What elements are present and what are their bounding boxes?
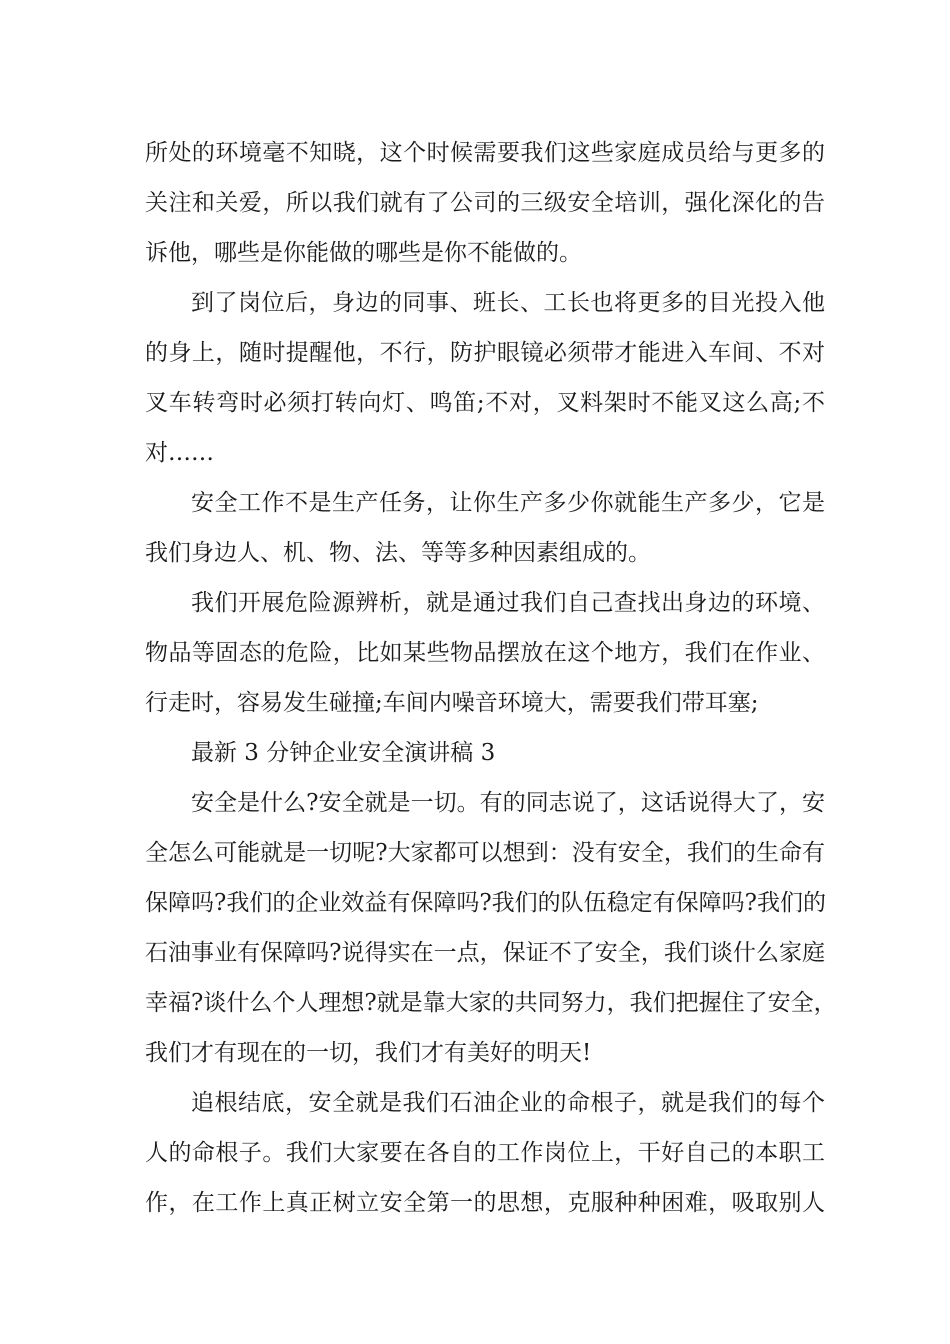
paragraph-3-line-2: 我们身边人、机、物、法、等等多种因素组成的。 (145, 540, 651, 566)
paragraph-6-line-2: 人的命根子。我们大家要在各自的工作岗位上，干好自己的本职工 (145, 1140, 825, 1166)
paragraph-4-line-2: 物品等固态的危险，比如某些物品摆放在这个地方，我们在作业、 (145, 640, 825, 666)
section-heading: 最新 3 分钟企业安全演讲稿 3 (191, 740, 496, 766)
paragraph-2-line-3: 叉车转弯时必须打转向灯、鸣笛;不对，叉料架时不能叉这么高;不 (145, 390, 825, 416)
paragraph-1-line-1: 所处的环境毫不知晓，这个时候需要我们这些家庭成员给与更多的 (145, 140, 825, 166)
paragraph-2-line-4: 对…… (145, 440, 214, 466)
paragraph-3-line-1: 安全工作不是生产任务，让你生产多少你就能生产多少，它是 (191, 490, 825, 516)
paragraph-5-line-5: 幸福?谈什么个人理想?就是靠大家的共同努力，我们把握住了安全， (145, 990, 837, 1016)
paragraph-5-line-1: 安全是什么?安全就是一切。有的同志说了，这话说得大了，安 (191, 790, 825, 816)
paragraph-5-line-3: 保障吗?我们的企业效益有保障吗?我们的队伍稳定有保障吗?我们的 (145, 890, 826, 916)
paragraph-6-line-1: 追根结底，安全就是我们石油企业的命根子，就是我们的每个 (191, 1090, 825, 1116)
paragraph-5-line-6: 我们才有现在的一切，我们才有美好的明天! (145, 1040, 592, 1066)
paragraph-4-line-3: 行走时，容易发生碰撞;车间内噪音环境大，需要我们带耳塞; (145, 690, 759, 716)
paragraph-1-line-3: 诉他，哪些是你能做的哪些是你不能做的。 (145, 240, 582, 266)
paragraph-2-line-2: 的身上，随时提醒他，不行，防护眼镜必须带才能进入车间、不对 (145, 340, 825, 366)
paragraph-5-line-2: 全怎么可能就是一切呢?大家都可以想到：没有安全，我们的生命有 (145, 840, 825, 866)
document-body (145, 128, 837, 1228)
paragraph-2-line-1: 到了岗位后，身边的同事、班长、工长也将更多的目光投入他 (191, 290, 825, 316)
paragraph-5-line-4: 石油事业有保障吗?说得实在一点，保证不了安全，我们谈什么家庭 (145, 940, 825, 966)
paragraph-4-line-1: 我们开展危险源辨析，就是通过我们自己查找出身边的环境、 (191, 590, 825, 616)
paragraph-1-line-2: 关注和关爱，所以我们就有了公司的三级安全培训，强化深化的告 (145, 190, 825, 216)
paragraph-6-line-3: 作，在工作上真正树立安全第一的思想，克服种种困难，吸取别人 (145, 1190, 825, 1216)
